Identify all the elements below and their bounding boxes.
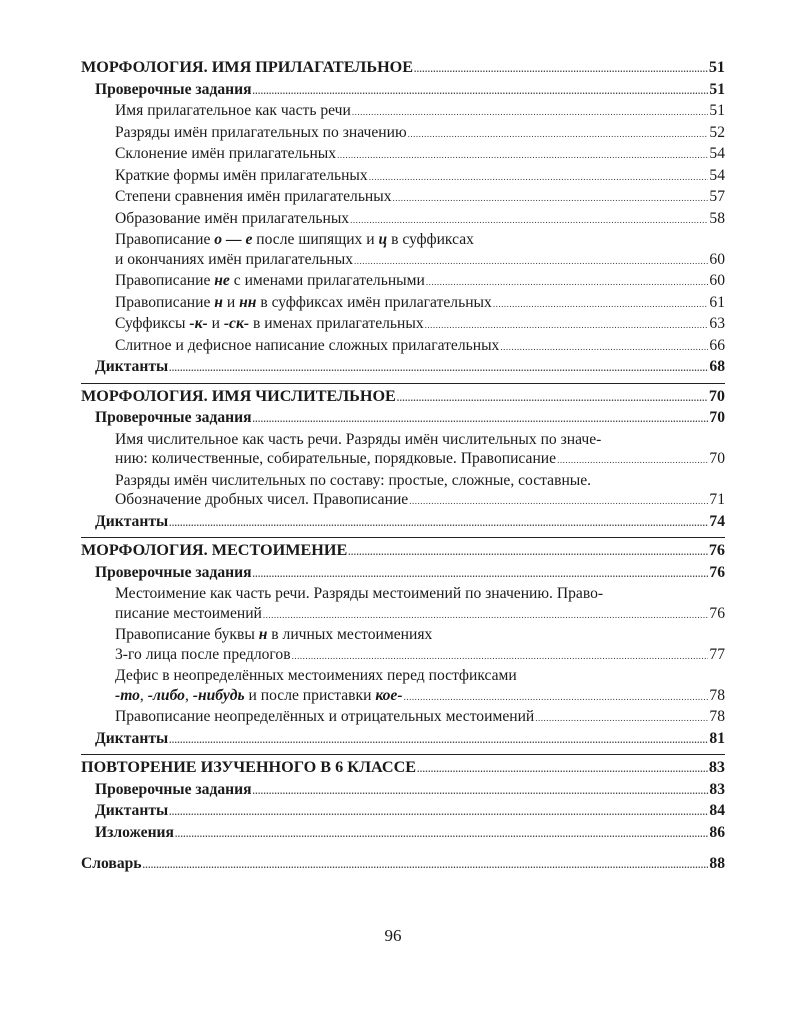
dot-leader xyxy=(493,295,709,315)
entry-label: Обозначение дробных чисел. Правописание xyxy=(115,491,409,508)
entry-line xyxy=(81,449,725,471)
toc-entry[interactable] xyxy=(81,271,725,293)
entry-label: Диктанты xyxy=(95,358,169,375)
dot-leader xyxy=(409,492,708,512)
toc-entry[interactable] xyxy=(81,823,725,845)
entry-label: Слитное и дефисное написание сложных прилагательных xyxy=(115,336,500,354)
toc-entry[interactable] xyxy=(81,314,725,336)
entry-label: Диктанты xyxy=(95,512,169,530)
text-run: в суффиксах xyxy=(387,231,474,248)
dot-leader xyxy=(253,565,709,585)
text-run: Правописание xyxy=(115,272,215,289)
emphasis: -либо xyxy=(147,686,185,704)
dot-leader xyxy=(169,803,708,823)
text-run: в личных местоимениях xyxy=(267,626,433,643)
emphasis: -к- xyxy=(189,315,208,332)
page-ref: 66 xyxy=(709,336,725,354)
toc-entry[interactable] xyxy=(81,408,725,430)
section-divider xyxy=(81,383,725,384)
page-ref: 76 xyxy=(709,563,725,581)
text-run: с именами прилагательными xyxy=(229,272,425,289)
page-ref: 57 xyxy=(709,188,725,205)
dot-leader xyxy=(369,168,709,188)
text-run: после шипящих и xyxy=(252,231,379,248)
entry-label: Разряды имён прилагательных по значению xyxy=(115,123,407,141)
entry-label: Изложения xyxy=(95,823,174,841)
dot-leader xyxy=(500,338,708,358)
toc-entry[interactable] xyxy=(81,801,725,823)
dot-leader xyxy=(393,189,709,209)
page-ref: 58 xyxy=(709,209,725,227)
toc-section-heading[interactable] xyxy=(81,58,725,80)
page-ref: 52 xyxy=(709,123,725,141)
emphasis: -нибудь xyxy=(192,686,245,704)
toc-entry[interactable] xyxy=(81,101,725,123)
emphasis: о — е xyxy=(214,231,253,248)
toc-entry[interactable] xyxy=(81,729,725,751)
toc-entry[interactable] xyxy=(81,166,725,188)
dot-leader xyxy=(397,389,708,409)
section-divider xyxy=(81,537,725,538)
dot-leader xyxy=(175,825,708,845)
page-ref: 76 xyxy=(708,541,725,559)
dot-leader xyxy=(263,606,708,626)
text-run: Правописание буквы xyxy=(115,626,259,643)
page-ref: 70 xyxy=(709,450,725,467)
text-run: , xyxy=(184,686,193,704)
dot-leader xyxy=(169,514,708,534)
emphasis: н xyxy=(258,626,268,643)
entry-label: Проверочные задания xyxy=(95,80,252,98)
entry-label: Проверочные задания xyxy=(95,409,252,426)
section-divider xyxy=(81,754,725,755)
page-ref: 78 xyxy=(709,686,725,704)
dot-leader xyxy=(253,410,709,430)
dot-leader xyxy=(169,359,708,379)
page-ref: 88 xyxy=(709,855,725,872)
emphasis: -то xyxy=(115,686,140,704)
toc-entry[interactable] xyxy=(81,80,725,102)
entry-label: Диктанты xyxy=(95,802,169,819)
text-run: и после приставки xyxy=(244,686,376,704)
entry-label: Склонение имён прилагательных xyxy=(115,145,337,162)
entry-label: 3-го лица после предлогов xyxy=(115,645,291,663)
toc-entry[interactable] xyxy=(81,187,725,209)
emphasis: кое- xyxy=(375,686,403,704)
entry-line: Дефис в неопределённых местоимениях перед постфиксами xyxy=(115,667,517,684)
entry-line xyxy=(81,490,725,512)
dot-leader xyxy=(414,60,708,80)
page-ref: 51 xyxy=(708,58,725,76)
entry-label: Правописание неопределённых и отрицательных местоимений xyxy=(115,708,535,725)
dot-leader xyxy=(253,782,709,802)
page-ref: 68 xyxy=(709,358,725,375)
page-ref: 81 xyxy=(709,729,725,747)
toc-entry[interactable] xyxy=(81,144,725,166)
toc-entry[interactable] xyxy=(81,357,725,379)
entry-label: писание местоимений xyxy=(115,604,262,622)
toc-section-heading[interactable] xyxy=(81,387,725,409)
entry-line xyxy=(81,230,725,250)
emphasis: ц xyxy=(378,231,388,248)
toc-entry-multiline[interactable] xyxy=(81,471,725,512)
page-ref: 84 xyxy=(709,802,725,819)
toc-entry[interactable] xyxy=(81,563,725,585)
entry-label: Степени сравнения имён прилагательных xyxy=(115,188,392,205)
page-ref: 71 xyxy=(709,491,725,508)
page-ref: 86 xyxy=(709,823,725,841)
page-ref: 51 xyxy=(709,80,725,98)
table-of-contents xyxy=(81,58,725,876)
page-ref: 74 xyxy=(709,512,725,530)
emphasis: н xyxy=(214,293,223,311)
text-run: Правописание xyxy=(115,231,215,248)
page-ref: 78 xyxy=(709,708,725,725)
toc-section-heading[interactable] xyxy=(81,758,725,780)
dot-leader xyxy=(143,856,709,876)
dot-leader xyxy=(417,760,708,780)
emphasis: не xyxy=(214,272,230,289)
toc-entry-multiline[interactable] xyxy=(81,584,725,625)
toc-entry-multiline[interactable] xyxy=(81,666,725,707)
entry-line xyxy=(81,625,725,645)
entry-label: Проверочные задания xyxy=(95,780,252,798)
dot-leader xyxy=(352,103,709,123)
dot-leader xyxy=(348,543,708,563)
toc-entry-multiline[interactable] xyxy=(81,625,725,666)
page-ref: 77 xyxy=(709,645,725,663)
dot-leader xyxy=(557,451,708,471)
toc-section-heading[interactable] xyxy=(81,541,725,563)
text-run: в именах прилагательных xyxy=(249,315,424,332)
toc-entry[interactable] xyxy=(81,123,725,145)
spacer xyxy=(81,844,725,854)
dot-leader xyxy=(253,82,709,102)
toc-entry[interactable] xyxy=(81,293,725,315)
entry-label: Имя прилагательное как часть речи xyxy=(115,102,351,119)
dot-leader xyxy=(535,709,708,729)
entry-label xyxy=(115,314,424,334)
entry-label: Словарь xyxy=(81,855,142,872)
page-ref: 70 xyxy=(708,386,725,405)
text-run: и xyxy=(207,315,224,332)
page-ref: 60 xyxy=(709,250,725,268)
page-ref: 54 xyxy=(709,145,725,162)
entry-line: Местоимение как часть речи. Разряды местоимений по значению. Право- xyxy=(115,585,604,602)
entry-line: Имя числительное как часть речи. Разряды имён числительных по значе- xyxy=(115,430,602,448)
section-title: МОРФОЛОГИЯ. ИМЯ ПРИЛАГАТЕЛЬНОЕ xyxy=(81,58,414,76)
entry-line xyxy=(81,604,725,626)
entry-label: и окончаниях имён прилагательных xyxy=(115,250,354,268)
entry-line xyxy=(81,686,725,708)
entry-label: нию: количественные, собирательные, порядковые. Правописание xyxy=(115,450,557,467)
dot-leader xyxy=(426,273,709,293)
emphasis: нн xyxy=(239,293,257,311)
page-ref: 63 xyxy=(709,315,725,332)
page-number: 96 xyxy=(384,926,402,945)
page-ref: 76 xyxy=(709,604,725,622)
page-ref: 83 xyxy=(709,780,725,798)
text-run: Суффиксы xyxy=(115,315,190,332)
page-ref: 61 xyxy=(709,293,725,311)
entry-label: Образование имён прилагательных xyxy=(115,209,350,227)
entry-line: Разряды имён числительных по составу: простые, сложные, составные. xyxy=(115,471,592,489)
page-ref: 60 xyxy=(709,272,725,289)
dot-leader xyxy=(337,146,708,166)
dot-leader xyxy=(354,252,708,272)
toc-entry[interactable] xyxy=(81,512,725,534)
page-ref: 83 xyxy=(708,758,725,776)
entry-label: Проверочные задания xyxy=(95,563,252,581)
page-ref: 51 xyxy=(709,102,725,119)
dot-leader xyxy=(404,688,709,708)
page-ref: 54 xyxy=(709,166,725,184)
page-ref: 70 xyxy=(709,409,725,426)
entry-line xyxy=(81,250,725,272)
toc-entry[interactable] xyxy=(81,707,725,729)
toc-entry[interactable] xyxy=(81,336,725,358)
section-title: МОРФОЛОГИЯ. МЕСТОИМЕНИЕ xyxy=(81,541,348,559)
entry-label: Диктанты xyxy=(95,729,169,747)
text-run: в суффиксах имён прилагательных xyxy=(256,293,492,311)
section-title: МОРФОЛОГИЯ. ИМЯ ЧИСЛИТЕЛЬНОЕ xyxy=(81,386,396,405)
dot-leader xyxy=(408,125,709,145)
entry-label xyxy=(115,686,403,706)
dot-leader xyxy=(169,731,708,751)
dot-leader xyxy=(350,211,708,231)
toc-entry-multiline[interactable] xyxy=(81,430,725,471)
toc-entry[interactable] xyxy=(81,209,725,231)
toc-entry[interactable] xyxy=(81,780,725,802)
dot-leader xyxy=(292,647,709,667)
text-run: , xyxy=(139,686,148,704)
entry-label xyxy=(115,293,492,313)
entry-label: Краткие формы имён прилагательных xyxy=(115,166,368,184)
toc-entry-dictionary[interactable] xyxy=(81,854,725,876)
text-run: и xyxy=(222,293,240,311)
toc-entry-multiline[interactable] xyxy=(81,230,725,271)
section-title: ПОВТОРЕНИЕ ИЗУЧЕННОГО В 6 КЛАССЕ xyxy=(81,758,417,776)
dot-leader xyxy=(425,316,709,336)
entry-label xyxy=(115,271,425,291)
entry-line xyxy=(81,645,725,667)
text-run: Правописание xyxy=(115,293,215,311)
emphasis: -ск- xyxy=(223,315,250,332)
